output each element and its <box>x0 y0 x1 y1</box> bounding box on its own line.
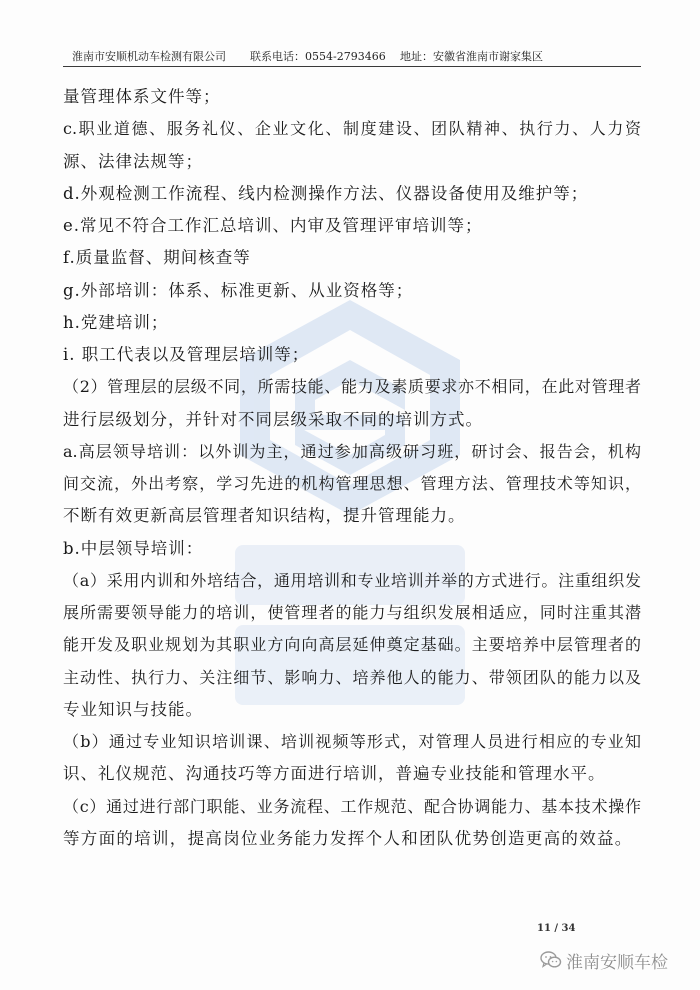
body-line: b.中层领导培训： <box>63 538 204 558</box>
body-line: g.外部培训：体系、标准更新、从业资格等； <box>63 280 414 300</box>
body-line: 主动性、执行力、关注细节、影响力、培养他人的能力、带领团队的能力以及 <box>63 667 641 687</box>
body-text <box>63 81 641 855</box>
header-address: 地址：安徽省淮南市谢家集区 <box>400 50 543 63</box>
wechat-account-watermark <box>540 948 668 972</box>
body-line: 间交流，外出考察，学习先进的机构管理思想、管理方法、管理技术等知识， <box>63 474 641 493</box>
body-line: （2）管理层的层级不同，所需技能、能力及素质要求亦不相同，在此对管理者 <box>63 377 641 397</box>
body-line: a.高层领导培训：以外训为主，通过参加高级研习班，研讨会、报告会，机构 <box>63 441 641 461</box>
wechat-icon <box>540 951 562 969</box>
body-line: i. 职工代表以及管理层培训等； <box>63 345 310 364</box>
body-line: f.质量监督、期间核查等 <box>63 248 251 268</box>
body-line: 能开发及职业规划为其职业方向向高层延伸奠定基础。主要培养中层管理者的 <box>63 635 641 655</box>
body-line: h.党建培训； <box>63 312 169 332</box>
body-line: 不断有效更新高层管理者知识结构，提升管理能力。 <box>63 506 466 526</box>
header-divider <box>63 66 641 67</box>
body-line: （a）采用内训和外培结合，通用培训和专业培训并举的方式进行。注重组织发 <box>63 570 641 590</box>
body-line: e.常见不符合工作汇总培训、内审及管理评审培训等； <box>63 216 483 235</box>
body-line: 进行层级划分，并针对不同层级采取不同的培训方式。 <box>63 409 483 429</box>
page-number: 11 / 34 <box>537 923 576 934</box>
body-line: （b）通过专业知识培训课、培训视频等形式，对管理人员进行相应的专业知 <box>63 732 641 751</box>
wechat-account-name: 淮南安顺车检 <box>566 952 668 973</box>
header-company: 淮南市安顺机动车检测有限公司 <box>72 50 226 63</box>
body-line: 展所需要领导能力的培训，使管理者的能力与组织发展相适应，同时注重其潜 <box>63 603 641 622</box>
body-line: d.外观检测工作流程、线内检测操作方法、仪器设备使用及维护等； <box>63 183 589 203</box>
body-line: 源、法律法规等； <box>63 151 203 171</box>
body-line: 识、礼仪规范、沟通技巧等方面进行培训，普遍专业技能和管理水平。 <box>63 764 606 784</box>
body-line: （c）通过进行部门职能、业务流程、工作规范、配合协调能力、基本技术操作 <box>63 796 641 816</box>
body-line: 量管理体系文件等； <box>63 87 221 106</box>
header-phone: 联系电话：0554-2793466 <box>250 50 386 63</box>
body-line: c.职业道德、服务礼仪、企业文化、制度建设、团队精神、执行力、人力资 <box>63 119 641 139</box>
body-line: 等方面的培训，提高岗位业务能力发挥个人和团队优势创造更高的效益。 <box>63 828 633 848</box>
body-line: 专业知识与技能。 <box>63 699 203 719</box>
